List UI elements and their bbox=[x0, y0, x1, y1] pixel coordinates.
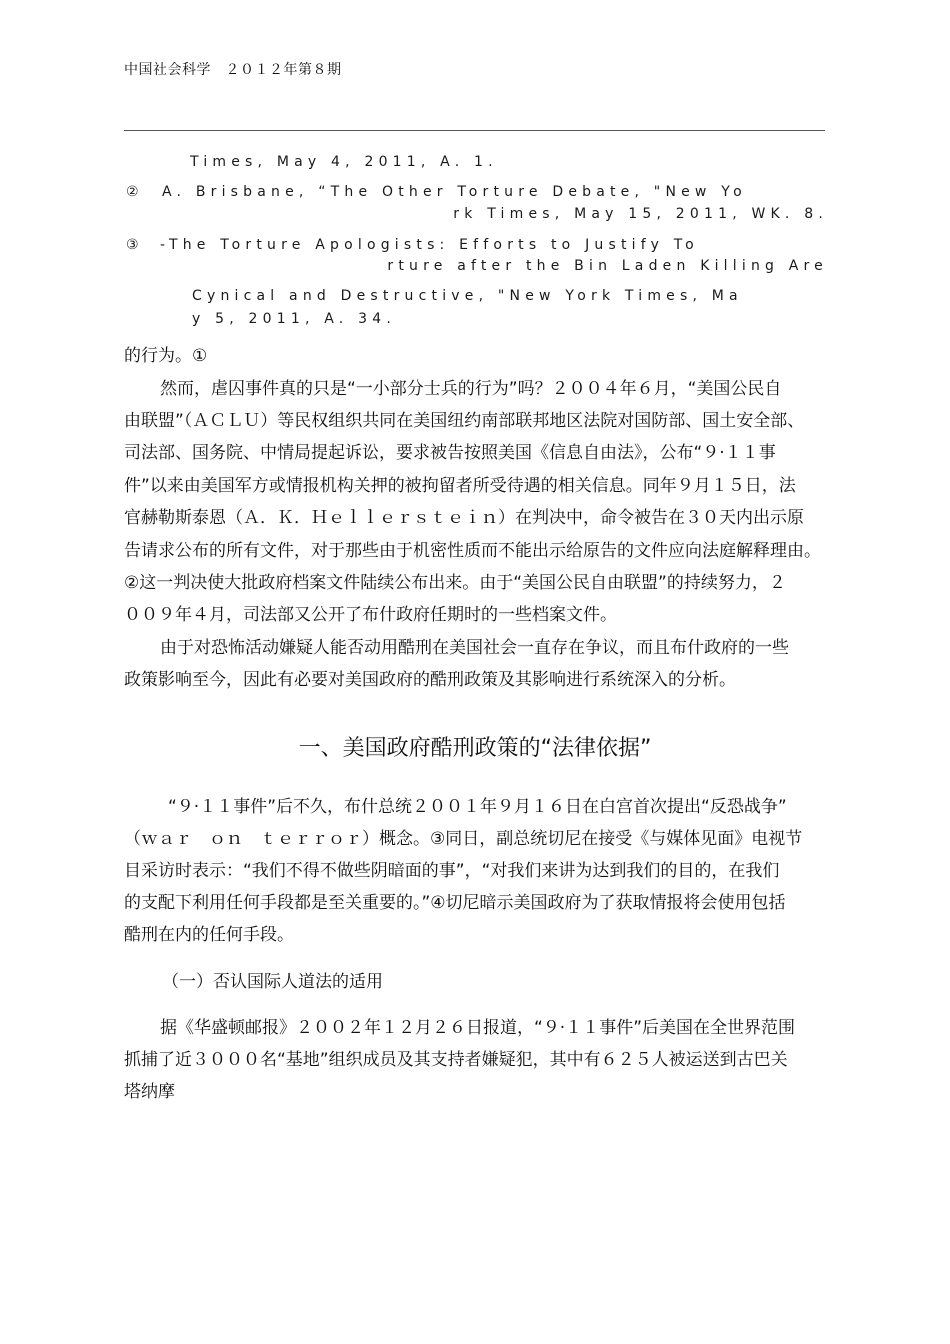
body-line: 塔纳摩 bbox=[124, 1082, 175, 1102]
body-line: 件”以来由美国军方或情报机构关押的被拘留者所受待遇的相关信息。同年９月１５日，法 bbox=[124, 476, 796, 496]
section-heading: 一、美国政府酷刑政策的“法律依据” bbox=[298, 736, 652, 761]
body-line: 目采访时表示：“我们不得不做些阴暗面的事”，“对我们来讲为达到我们的目的，在我们 bbox=[124, 861, 780, 881]
body-line: 官赫勒斯泰恩（Ａ．Ｋ．Ｈｅｌｌｅｒｓｔｅｉｎ）在判决中，命令被告在３０天内出示原 bbox=[124, 508, 804, 528]
body-line: “９·１１事件”后不久，布什总统２００１年９月１６日在白宫首次提出“反恐战争” bbox=[168, 797, 787, 817]
body-line: （ｗａｒ ｏｎ ｔｅｒｒｏｒ）概念。③同日，副总统切尼在接受《与媒体见面》电视节 bbox=[124, 829, 803, 849]
body-line: ００９年４月，司法部又公开了布什政府任期时的一些档案文件。 bbox=[124, 605, 617, 625]
footnote-3-line-2: rture after the Bin Laden Killing Are bbox=[387, 258, 828, 274]
footnote-3-line-1: -The Torture Apologists: Efforts to Justify To bbox=[160, 237, 699, 253]
body-line: 抓捕了近３０００名“基地”组织成员及其支持者嫌疑犯，其中有６２５人被运送到古巴关 bbox=[124, 1050, 788, 1070]
body-line: 的支配下利用任何手段都是至关重要的。”④切尼暗示美国政府为了获取情报将会使用包括 bbox=[124, 893, 786, 913]
subsection-heading: （一）否认国际人道法的适用 bbox=[162, 972, 383, 992]
body-line: ②这一判决使大批政府档案文件陆续公布出来。由于“美国公民自由联盟”的持续努力，２ bbox=[124, 573, 786, 593]
body-line: 酷刑在内的任何手段。 bbox=[124, 925, 294, 945]
footnote-1-continuation: Times, May 4, 2011, A. 1. bbox=[190, 154, 498, 170]
body-line: 司法部、国务院、中情局提起诉讼，要求被告按照美国《信息自由法》，公布“９·１１事 bbox=[124, 443, 776, 463]
body-line: 的行为。① bbox=[124, 346, 208, 366]
footnote-3-mark: ③ bbox=[126, 237, 139, 253]
body-line: 然而，虐囚事件真的只是“一小部分士兵的行为”吗？２００４年６月，“美国公民自 bbox=[160, 379, 782, 399]
body-line: 据《华盛顿邮报》２００２年１２月２６日报道，“９·１１事件”后美国在全世界范围 bbox=[160, 1018, 796, 1038]
footnote-2-line-1: A. Brisbane, “The Other Torture Debate, "New Yo bbox=[162, 184, 747, 200]
footnote-3-line-4: y 5, 2011, A. 34. bbox=[192, 311, 396, 327]
body-line: 由联盟”（ＡＣＬＵ）等民权组织共同在美国纽约南部联邦地区法院对国防部、国土安全部、 bbox=[124, 411, 805, 431]
footnote-2-line-2: rk Times, May 15, 2011, WK. 8. bbox=[453, 206, 828, 222]
header-rule bbox=[124, 130, 825, 131]
running-header: 中国社会科学 ２０１２年第８期 bbox=[124, 62, 342, 78]
footnote-2-mark: ② bbox=[126, 184, 139, 200]
body-line: 告请求公布的所有文件，对于那些由于机密性质而不能出示给原告的文件应向法庭解释理由。 bbox=[124, 541, 821, 561]
body-line: 政策影响至今，因此有必要对美国政府的酷刑政策及其影响进行系统深入的分析。 bbox=[124, 670, 736, 690]
footnote-3-line-3: Cynical and Destructive, "New York Times, Ma bbox=[192, 288, 743, 304]
body-line: 由于对恐怖活动嫌疑人能否动用酷刑在美国社会一直存在争议，而且布什政府的一些 bbox=[160, 638, 789, 658]
